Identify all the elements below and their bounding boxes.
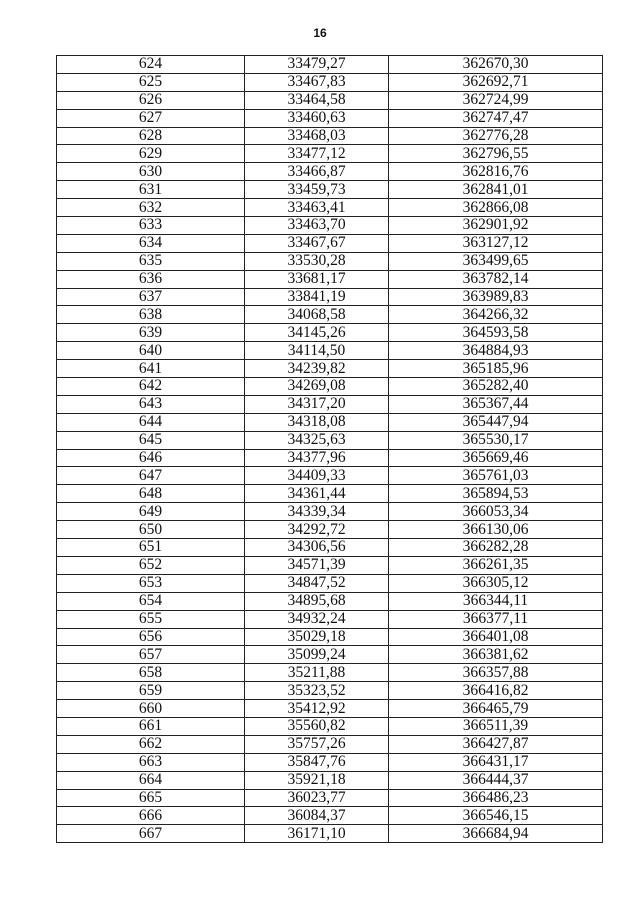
table-row (57, 145, 603, 163)
x-coordinate-cell: 363127,12 (389, 234, 603, 252)
x-coordinate-cell: 362841,01 (389, 181, 603, 199)
table-row (57, 395, 603, 413)
point-number-cell: 665 (57, 789, 245, 807)
point-number-cell: 626 (57, 91, 245, 109)
y-coordinate-cell: 36084,37 (245, 807, 389, 825)
table-row (57, 610, 603, 628)
table-row (57, 431, 603, 449)
x-coordinate-cell: 362901,92 (389, 217, 603, 235)
y-coordinate-cell: 33841,19 (245, 288, 389, 306)
y-coordinate-cell: 33466,87 (245, 163, 389, 181)
y-coordinate-cell: 34409,33 (245, 467, 389, 485)
x-coordinate-cell: 366465,79 (389, 700, 603, 718)
y-coordinate-cell: 34317,20 (245, 395, 389, 413)
point-number-cell: 636 (57, 270, 245, 288)
table-row (57, 73, 603, 91)
x-coordinate-cell: 364266,32 (389, 306, 603, 324)
x-coordinate-cell: 364884,93 (389, 342, 603, 360)
y-coordinate-cell: 34932,24 (245, 610, 389, 628)
point-number-cell: 662 (57, 735, 245, 753)
table-row (57, 503, 603, 521)
point-number-cell: 645 (57, 431, 245, 449)
table-row (57, 163, 603, 181)
table-row (57, 449, 603, 467)
table-row (57, 646, 603, 664)
y-coordinate-cell: 35560,82 (245, 717, 389, 735)
table-row (57, 109, 603, 127)
point-number-cell: 660 (57, 700, 245, 718)
x-coordinate-cell: 366377,11 (389, 610, 603, 628)
x-coordinate-cell: 366305,12 (389, 574, 603, 592)
y-coordinate-cell: 33681,17 (245, 270, 389, 288)
x-coordinate-cell: 366282,28 (389, 539, 603, 557)
point-number-cell: 641 (57, 360, 245, 378)
x-coordinate-cell: 362866,08 (389, 199, 603, 217)
y-coordinate-cell: 34318,08 (245, 413, 389, 431)
coordinates-table (56, 55, 603, 843)
point-number-cell: 644 (57, 413, 245, 431)
table-row (57, 771, 603, 789)
point-number-cell: 664 (57, 771, 245, 789)
y-coordinate-cell: 33530,28 (245, 252, 389, 270)
x-coordinate-cell: 365447,94 (389, 413, 603, 431)
x-coordinate-cell: 362692,71 (389, 73, 603, 91)
point-number-cell: 663 (57, 753, 245, 771)
y-coordinate-cell: 34847,52 (245, 574, 389, 592)
y-coordinate-cell: 35029,18 (245, 628, 389, 646)
point-number-cell: 661 (57, 717, 245, 735)
y-coordinate-cell: 34895,68 (245, 592, 389, 610)
y-coordinate-cell: 35847,76 (245, 753, 389, 771)
x-coordinate-cell: 362747,47 (389, 109, 603, 127)
x-coordinate-cell: 366130,06 (389, 521, 603, 539)
point-number-cell: 638 (57, 306, 245, 324)
point-number-cell: 624 (57, 56, 245, 74)
x-coordinate-cell: 366053,34 (389, 503, 603, 521)
point-number-cell: 659 (57, 682, 245, 700)
point-number-cell: 625 (57, 73, 245, 91)
point-number-cell: 628 (57, 127, 245, 145)
table-row (57, 199, 603, 217)
table-row (57, 181, 603, 199)
y-coordinate-cell: 34339,34 (245, 503, 389, 521)
point-number-cell: 653 (57, 574, 245, 592)
y-coordinate-cell: 35412,92 (245, 700, 389, 718)
y-coordinate-cell: 34377,96 (245, 449, 389, 467)
x-coordinate-cell: 362796,55 (389, 145, 603, 163)
y-coordinate-cell: 35323,52 (245, 682, 389, 700)
point-number-cell: 650 (57, 521, 245, 539)
y-coordinate-cell: 34269,08 (245, 378, 389, 396)
point-number-cell: 634 (57, 234, 245, 252)
y-coordinate-cell: 34306,56 (245, 539, 389, 557)
point-number-cell: 656 (57, 628, 245, 646)
point-number-cell: 632 (57, 199, 245, 217)
table-row (57, 735, 603, 753)
point-number-cell: 642 (57, 378, 245, 396)
table-row (57, 789, 603, 807)
y-coordinate-cell: 34239,82 (245, 360, 389, 378)
table-row (57, 592, 603, 610)
point-number-cell: 631 (57, 181, 245, 199)
table-row (57, 413, 603, 431)
x-coordinate-cell: 365185,96 (389, 360, 603, 378)
y-coordinate-cell: 36023,77 (245, 789, 389, 807)
page-number: 16 (313, 26, 327, 40)
table-row (57, 378, 603, 396)
x-coordinate-cell: 366444,37 (389, 771, 603, 789)
point-number-cell: 648 (57, 485, 245, 503)
table-row (57, 91, 603, 109)
y-coordinate-cell: 34114,50 (245, 342, 389, 360)
y-coordinate-cell: 35211,88 (245, 664, 389, 682)
x-coordinate-cell: 362670,30 (389, 56, 603, 74)
table-row (57, 127, 603, 145)
y-coordinate-cell: 33479,27 (245, 56, 389, 74)
point-number-cell: 635 (57, 252, 245, 270)
point-number-cell: 658 (57, 664, 245, 682)
table-row (57, 682, 603, 700)
table-row (57, 628, 603, 646)
x-coordinate-cell: 366381,62 (389, 646, 603, 664)
table-row (57, 342, 603, 360)
x-coordinate-cell: 365761,03 (389, 467, 603, 485)
table-row (57, 717, 603, 735)
point-number-cell: 643 (57, 395, 245, 413)
table-row (57, 234, 603, 252)
point-number-cell: 633 (57, 217, 245, 235)
table-row (57, 217, 603, 235)
x-coordinate-cell: 363989,83 (389, 288, 603, 306)
point-number-cell: 647 (57, 467, 245, 485)
x-coordinate-cell: 366416,82 (389, 682, 603, 700)
table-row (57, 467, 603, 485)
point-number-cell: 627 (57, 109, 245, 127)
x-coordinate-cell: 366344,11 (389, 592, 603, 610)
y-coordinate-cell: 33467,83 (245, 73, 389, 91)
table-row (57, 574, 603, 592)
y-coordinate-cell: 33467,67 (245, 234, 389, 252)
point-number-cell: 652 (57, 556, 245, 574)
table-row (57, 825, 603, 843)
x-coordinate-cell: 366486,23 (389, 789, 603, 807)
x-coordinate-cell: 365282,40 (389, 378, 603, 396)
y-coordinate-cell: 35099,24 (245, 646, 389, 664)
x-coordinate-cell: 365530,17 (389, 431, 603, 449)
point-number-cell: 629 (57, 145, 245, 163)
point-number-cell: 637 (57, 288, 245, 306)
x-coordinate-cell: 365669,46 (389, 449, 603, 467)
x-coordinate-cell: 366261,35 (389, 556, 603, 574)
table-row (57, 252, 603, 270)
y-coordinate-cell: 34325,63 (245, 431, 389, 449)
y-coordinate-cell: 33459,73 (245, 181, 389, 199)
table-row (57, 700, 603, 718)
y-coordinate-cell: 34068,58 (245, 306, 389, 324)
y-coordinate-cell: 34145,26 (245, 324, 389, 342)
point-number-cell: 667 (57, 825, 245, 843)
point-number-cell: 655 (57, 610, 245, 628)
x-coordinate-cell: 366401,08 (389, 628, 603, 646)
table-row (57, 485, 603, 503)
y-coordinate-cell: 33464,58 (245, 91, 389, 109)
x-coordinate-cell: 366546,15 (389, 807, 603, 825)
x-coordinate-cell: 364593,58 (389, 324, 603, 342)
x-coordinate-cell: 362724,99 (389, 91, 603, 109)
table-row (57, 306, 603, 324)
x-coordinate-cell: 366357,88 (389, 664, 603, 682)
point-number-cell: 639 (57, 324, 245, 342)
table-row (57, 360, 603, 378)
y-coordinate-cell: 33463,70 (245, 217, 389, 235)
point-number-cell: 646 (57, 449, 245, 467)
y-coordinate-cell: 34292,72 (245, 521, 389, 539)
point-number-cell: 657 (57, 646, 245, 664)
table-row (57, 288, 603, 306)
table-row (57, 753, 603, 771)
x-coordinate-cell: 366511,39 (389, 717, 603, 735)
table-row (57, 807, 603, 825)
table-row (57, 539, 603, 557)
x-coordinate-cell: 366431,17 (389, 753, 603, 771)
table-row (57, 521, 603, 539)
point-number-cell: 651 (57, 539, 245, 557)
x-coordinate-cell: 363499,65 (389, 252, 603, 270)
y-coordinate-cell: 35921,18 (245, 771, 389, 789)
y-coordinate-cell: 36171,10 (245, 825, 389, 843)
y-coordinate-cell: 33468,03 (245, 127, 389, 145)
y-coordinate-cell: 33463,41 (245, 199, 389, 217)
point-number-cell: 640 (57, 342, 245, 360)
table-row (57, 270, 603, 288)
x-coordinate-cell: 366427,87 (389, 735, 603, 753)
y-coordinate-cell: 34571,39 (245, 556, 389, 574)
point-number-cell: 649 (57, 503, 245, 521)
x-coordinate-cell: 366684,94 (389, 825, 603, 843)
x-coordinate-cell: 365894,53 (389, 485, 603, 503)
x-coordinate-cell: 362776,28 (389, 127, 603, 145)
table-row (57, 556, 603, 574)
y-coordinate-cell: 35757,26 (245, 735, 389, 753)
point-number-cell: 654 (57, 592, 245, 610)
x-coordinate-cell: 365367,44 (389, 395, 603, 413)
table-row (57, 56, 603, 74)
y-coordinate-cell: 33460,63 (245, 109, 389, 127)
x-coordinate-cell: 363782,14 (389, 270, 603, 288)
y-coordinate-cell: 34361,44 (245, 485, 389, 503)
coordinates-table-body (57, 56, 603, 843)
table-row (57, 664, 603, 682)
point-number-cell: 630 (57, 163, 245, 181)
table-row (57, 324, 603, 342)
y-coordinate-cell: 33477,12 (245, 145, 389, 163)
point-number-cell: 666 (57, 807, 245, 825)
x-coordinate-cell: 362816,76 (389, 163, 603, 181)
